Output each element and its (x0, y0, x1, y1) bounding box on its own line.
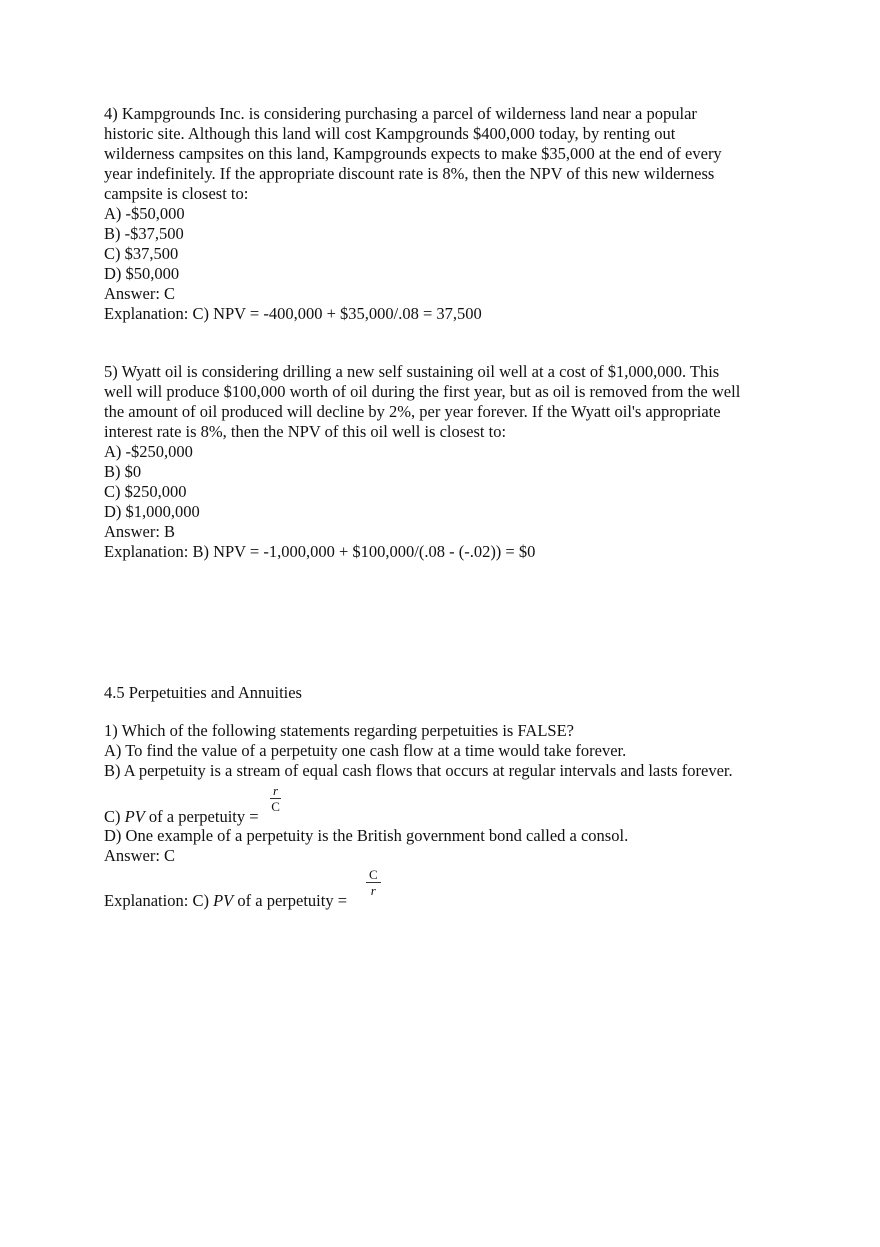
q4-option-d: D) $50,000 (104, 264, 180, 283)
s1-stem: 1) Which of the following statements regarding perpetuities is FALSE? (104, 721, 574, 740)
s1-explanation-text: of a perpetuity = (233, 891, 348, 910)
s1-explanation-prefix: Explanation: C) (104, 891, 214, 910)
q5-line-4: interest rate is 8%, then the NPV of this oil well is closest to: (104, 422, 507, 441)
q5-explanation: Explanation: B) NPV = -1,000,000 + $100,000/(.08 - (-.02)) = $0 (104, 542, 536, 561)
s1-option-c-text: of a perpetuity = (144, 807, 259, 826)
s1-explanation-pv: PV (213, 891, 234, 910)
q5-line-3: the amount of oil produced will decline by 2%, per year forever. If the Wyatt oil's appropriate (104, 402, 721, 421)
q5-option-d: D) $1,000,000 (104, 502, 200, 521)
s1-option-c-pv: PV (124, 807, 145, 826)
q4-option-a: A) -$50,000 (104, 204, 185, 223)
s1-option-d: D) One example of a perpetuity is the British government bond called a consol. (104, 826, 629, 845)
q4-option-c: C) $37,500 (104, 244, 179, 263)
q5-option-b: B) $0 (104, 462, 142, 481)
q4-answer: Answer: C (104, 284, 176, 303)
s1-answer: Answer: C (104, 846, 176, 865)
q4-line-2: historic site. Although this land will cost Kampgrounds $400,000 today, by renting out (104, 124, 676, 143)
q5-option-a: A) -$250,000 (104, 442, 193, 461)
q4-line-4: year indefinitely. If the appropriate discount rate is 8%, then the NPV of this new wilderness (104, 164, 715, 183)
s1-explanation (104, 891, 347, 911)
q5-line-1: 5) Wyatt oil is considering drilling a new self sustaining oil well at a cost of $1,000,000. This (104, 362, 720, 381)
q4-line-1: 4) Kampgrounds Inc. is considering purchasing a parcel of wilderness land near a popular (104, 104, 697, 123)
s1-explanation-numerator: C (366, 868, 381, 883)
q4-option-b: B) -$37,500 (104, 224, 184, 243)
s1-explanation-denominator: r (370, 883, 376, 898)
q4-line-3: wilderness campsites on this land, Kampgrounds expects to make $35,000 at the end of every (104, 144, 722, 163)
s1-option-b: B) A perpetuity is a stream of equal cash flows that occurs at regular intervals and lasts forever. (104, 761, 733, 780)
q5-option-c: C) $250,000 (104, 482, 187, 501)
s1-explanation-fraction (366, 868, 381, 897)
s1-option-c (104, 807, 259, 827)
s1-option-a: A) To find the value of a perpetuity one cash flow at a time would take forever. (104, 741, 627, 760)
q5-line-2: well will produce $100,000 worth of oil during the first year, but as oil is removed from the well (104, 382, 741, 401)
q4-line-5: campsite is closest to: (104, 184, 249, 203)
s1-option-c-fraction (270, 784, 281, 813)
q5-answer: Answer: B (104, 522, 176, 541)
q4-explanation: Explanation: C) NPV = -400,000 + $35,000/.08 = 37,500 (104, 304, 482, 323)
s1-option-c-denominator: C (271, 799, 280, 814)
section-heading: 4.5 Perpetuities and Annuities (104, 683, 302, 702)
s1-option-c-prefix: C) (104, 807, 125, 826)
s1-option-c-numerator: r (270, 784, 281, 799)
